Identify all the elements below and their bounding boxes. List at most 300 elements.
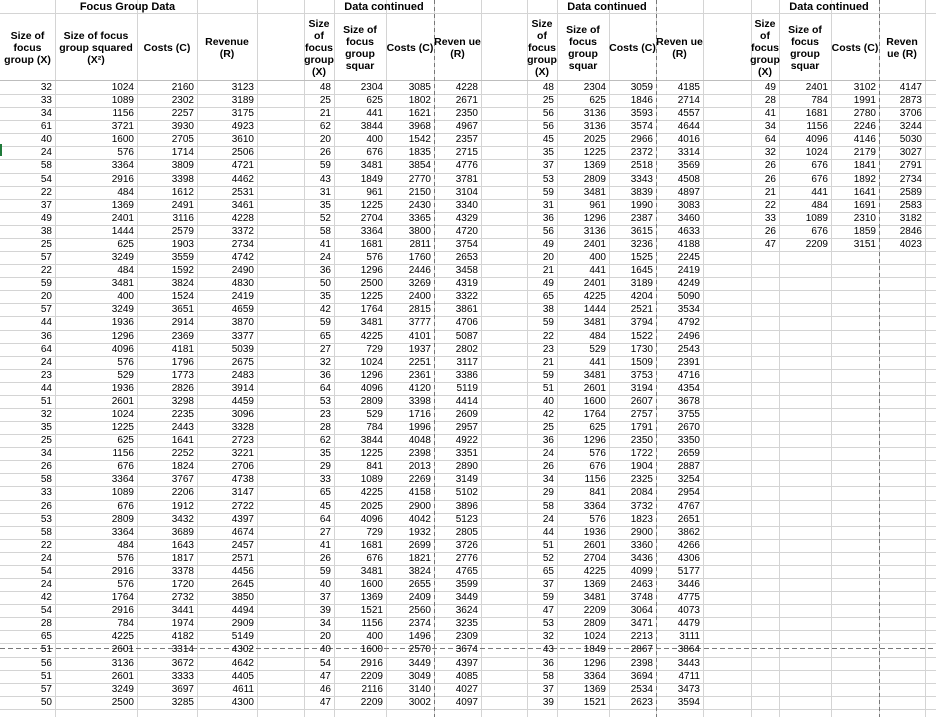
table-cell[interactable]: 4101 xyxy=(408,330,431,342)
table-cell[interactable]: 4738 xyxy=(231,474,254,486)
table-cell[interactable]: 2914 xyxy=(171,317,194,329)
table-cell[interactable]: 52 xyxy=(542,552,554,564)
table-cell[interactable]: 24 xyxy=(40,552,52,564)
table-cell[interactable]: 4225 xyxy=(583,291,606,303)
table-cell[interactable]: 3569 xyxy=(677,160,700,172)
table-cell[interactable]: 2815 xyxy=(408,304,431,316)
table-cell[interactable]: 784 xyxy=(117,618,134,630)
table-cell[interactable]: 3460 xyxy=(677,212,700,224)
table-cell[interactable]: 32 xyxy=(542,631,554,643)
table-cell[interactable]: 3249 xyxy=(111,683,134,695)
table-cell[interactable]: 3854 xyxy=(408,160,431,172)
table-cell[interactable]: 2350 xyxy=(455,108,478,120)
table-cell[interactable]: 4721 xyxy=(231,160,254,172)
table-cell[interactable]: 484 xyxy=(589,330,606,342)
table-cell[interactable]: 4642 xyxy=(231,657,254,669)
table-cell[interactable]: 44 xyxy=(542,526,554,538)
table-cell[interactable]: 54 xyxy=(40,605,52,617)
table-cell[interactable]: 2357 xyxy=(455,134,478,146)
table-cell[interactable]: 48 xyxy=(542,82,554,93)
table-cell[interactable]: 36 xyxy=(542,212,554,224)
table-cell[interactable]: 2409 xyxy=(408,592,431,604)
table-cell[interactable]: 3794 xyxy=(630,317,653,329)
table-cell[interactable]: 3151 xyxy=(853,238,876,250)
table-cell[interactable]: 58 xyxy=(40,160,52,172)
table-cell[interactable]: 3651 xyxy=(171,304,194,316)
table-cell[interactable]: 37 xyxy=(40,199,52,211)
table-cell[interactable]: 1296 xyxy=(583,212,606,224)
table-cell[interactable]: 3432 xyxy=(171,513,194,525)
table-cell[interactable]: 1225 xyxy=(360,199,383,211)
revenue-header[interactable]: Reven ue (R) xyxy=(434,36,481,60)
table-cell[interactable]: 3386 xyxy=(455,369,478,381)
table-cell[interactable]: 5030 xyxy=(899,134,922,146)
table-cell[interactable]: 3624 xyxy=(455,605,478,617)
table-cell[interactable]: 4479 xyxy=(677,618,700,630)
table-cell[interactable]: 3461 xyxy=(231,199,254,211)
table-cell[interactable]: 2350 xyxy=(630,435,653,447)
table-cell[interactable]: 2013 xyxy=(408,461,431,473)
table-cell[interactable]: 1156 xyxy=(112,108,134,120)
table-cell[interactable]: 2706 xyxy=(231,461,254,473)
table-cell[interactable]: 52 xyxy=(319,212,331,224)
table-cell[interactable]: 2671 xyxy=(455,95,478,107)
table-cell[interactable]: 484 xyxy=(117,539,134,551)
table-cell[interactable]: 2179 xyxy=(853,147,876,159)
table-cell[interactable]: 2534 xyxy=(630,683,653,695)
table-cell[interactable]: 3593 xyxy=(630,108,653,120)
table-cell[interactable]: 24 xyxy=(542,448,554,460)
table-cell[interactable]: 51 xyxy=(40,670,52,682)
table-cell[interactable]: 1496 xyxy=(408,631,431,643)
table-cell[interactable]: 26 xyxy=(40,500,52,512)
table-cell[interactable]: 35 xyxy=(542,147,554,159)
table-cell[interactable]: 2601 xyxy=(111,644,134,656)
table-cell[interactable]: 2805 xyxy=(455,526,478,538)
table-cell[interactable]: 56 xyxy=(40,657,52,669)
table-cell[interactable]: 25 xyxy=(40,238,52,250)
table-cell[interactable]: 4720 xyxy=(455,225,478,237)
table-cell[interactable]: 64 xyxy=(319,382,331,394)
table-cell[interactable]: 2457 xyxy=(231,539,254,551)
table-cell[interactable]: 1990 xyxy=(630,199,653,211)
table-cell[interactable]: 5087 xyxy=(455,330,478,342)
table-cell[interactable]: 3285 xyxy=(171,696,194,708)
table-cell[interactable]: 35 xyxy=(319,291,331,303)
table-cell[interactable]: 58 xyxy=(542,670,554,682)
table-cell[interactable]: 576 xyxy=(117,147,134,159)
table-cell[interactable]: 2714 xyxy=(677,95,700,107)
table-cell[interactable]: 676 xyxy=(589,461,606,473)
table-cell[interactable]: 3824 xyxy=(408,565,431,577)
table-cell[interactable]: 4767 xyxy=(677,500,700,512)
table-cell[interactable]: 3175 xyxy=(231,108,254,120)
table-cell[interactable]: 29 xyxy=(319,461,331,473)
table-cell[interactable]: 961 xyxy=(589,199,606,211)
table-cell[interactable]: 1991 xyxy=(853,95,876,107)
table-cell[interactable]: 4397 xyxy=(455,657,478,669)
table-cell[interactable]: 24 xyxy=(40,579,52,591)
table-cell[interactable]: 3136 xyxy=(583,108,606,120)
table-cell[interactable]: 49 xyxy=(542,278,554,290)
table-cell[interactable]: 4494 xyxy=(231,605,254,617)
size-header[interactable]: Size of focus group (X) xyxy=(527,18,557,78)
revenue-header[interactable]: Reven ue (R) xyxy=(886,36,918,60)
table-cell[interactable]: 4456 xyxy=(231,565,254,577)
table-cell[interactable]: 3481 xyxy=(583,186,606,198)
table-cell[interactable]: 4716 xyxy=(677,369,700,381)
table-cell[interactable]: 4120 xyxy=(408,382,431,394)
table-cell[interactable]: 3340 xyxy=(455,199,478,211)
table-cell[interactable]: 2916 xyxy=(111,605,134,617)
table-cell[interactable]: 3136 xyxy=(583,225,606,237)
table-cell[interactable]: 676 xyxy=(811,225,828,237)
table-cell[interactable]: 3136 xyxy=(583,121,606,133)
table-cell[interactable]: 3732 xyxy=(630,500,653,512)
table-cell[interactable]: 2209 xyxy=(583,605,606,617)
table-cell[interactable]: 37 xyxy=(542,683,554,695)
table-cell[interactable]: 1796 xyxy=(171,356,194,368)
table-cell[interactable]: 4204 xyxy=(630,291,653,303)
table-cell[interactable]: 4225 xyxy=(111,631,134,643)
table-cell[interactable]: 59 xyxy=(542,186,554,198)
table-cell[interactable]: 3481 xyxy=(360,160,383,172)
table-cell[interactable]: 3377 xyxy=(231,330,254,342)
table-cell[interactable]: 4185 xyxy=(677,82,700,93)
table-cell[interactable]: 2213 xyxy=(630,631,653,643)
table-cell[interactable]: 20 xyxy=(40,291,52,303)
table-cell[interactable]: 3706 xyxy=(899,108,922,120)
table-cell[interactable]: 1932 xyxy=(408,526,431,538)
table-cell[interactable]: 2025 xyxy=(583,134,606,146)
table-cell[interactable]: 24 xyxy=(319,252,331,264)
table-cell[interactable]: 2446 xyxy=(408,265,431,277)
table-cell[interactable]: 3364 xyxy=(583,500,606,512)
table-cell[interactable]: 3844 xyxy=(360,121,383,133)
table-cell[interactable]: 25 xyxy=(542,422,554,434)
table-cell[interactable]: 47 xyxy=(542,605,554,617)
table-cell[interactable]: 3721 xyxy=(111,121,134,133)
table-cell[interactable]: 1225 xyxy=(360,448,383,460)
table-cell[interactable]: 25 xyxy=(542,95,554,107)
table-cell[interactable]: 54 xyxy=(319,657,331,669)
table-cell[interactable]: 2890 xyxy=(455,461,478,473)
table-cell[interactable]: 5102 xyxy=(455,487,478,499)
table-cell[interactable]: 2734 xyxy=(231,238,254,250)
table-cell[interactable]: 2623 xyxy=(630,696,653,708)
table-cell[interactable]: 676 xyxy=(117,500,134,512)
table-cell[interactable]: 62 xyxy=(319,121,331,133)
table-cell[interactable]: 2206 xyxy=(171,487,194,499)
table-cell[interactable]: 44 xyxy=(40,317,52,329)
table-cell[interactable]: 2802 xyxy=(455,343,478,355)
table-cell[interactable]: 1904 xyxy=(630,461,653,473)
size-header[interactable]: Size of focus group (X) xyxy=(304,18,334,78)
table-cell[interactable]: 625 xyxy=(589,422,606,434)
table-cell[interactable]: 27 xyxy=(319,526,331,538)
table-cell[interactable]: 34 xyxy=(542,474,554,486)
table-cell[interactable]: 56 xyxy=(542,108,554,120)
table-cell[interactable]: 1720 xyxy=(171,579,194,591)
table-cell[interactable]: 3096 xyxy=(231,409,254,420)
table-cell[interactable]: 4674 xyxy=(231,526,254,538)
table-cell[interactable]: 729 xyxy=(366,343,383,355)
table-cell[interactable]: 3378 xyxy=(171,565,194,577)
table-cell[interactable]: 2374 xyxy=(408,618,431,630)
table-cell[interactable]: 42 xyxy=(542,409,554,420)
table-cell[interactable]: 1823 xyxy=(630,513,653,525)
table-cell[interactable]: 2025 xyxy=(360,500,383,512)
table-cell[interactable]: 2653 xyxy=(455,252,478,264)
table-cell[interactable]: 3351 xyxy=(455,448,478,460)
table-cell[interactable]: 4181 xyxy=(171,343,194,355)
table-cell[interactable]: 1156 xyxy=(112,448,134,460)
table-cell[interactable]: 4048 xyxy=(408,435,431,447)
table-cell[interactable]: 3398 xyxy=(171,173,194,185)
table-cell[interactable]: 2811 xyxy=(409,238,431,250)
table-cell[interactable]: 1444 xyxy=(583,304,606,316)
table-cell[interactable]: 1643 xyxy=(171,539,194,551)
table-cell[interactable]: 51 xyxy=(542,382,554,394)
table-cell[interactable]: 59 xyxy=(319,160,331,172)
table-cell[interactable]: 50 xyxy=(319,278,331,290)
table-cell[interactable]: 3189 xyxy=(630,278,653,290)
table-cell[interactable]: 20 xyxy=(319,631,331,643)
table-cell[interactable]: 2398 xyxy=(630,657,653,669)
table-cell[interactable]: 1525 xyxy=(630,252,653,264)
table-cell[interactable]: 57 xyxy=(40,683,52,695)
table-cell[interactable]: 40 xyxy=(319,644,331,656)
size-squared-header[interactable]: Size of focus group squared (X²) xyxy=(59,30,133,66)
table-cell[interactable]: 4508 xyxy=(677,173,700,185)
table-cell[interactable]: 2361 xyxy=(408,369,431,381)
table-cell[interactable]: 4225 xyxy=(583,565,606,577)
table-cell[interactable]: 2809 xyxy=(583,618,606,630)
table-cell[interactable]: 2715 xyxy=(455,147,478,159)
table-cell[interactable]: 26 xyxy=(764,225,776,237)
table-cell[interactable]: 4016 xyxy=(677,134,700,146)
table-cell[interactable]: 2084 xyxy=(630,487,653,499)
table-cell[interactable]: 2419 xyxy=(677,265,700,277)
table-cell[interactable]: 3235 xyxy=(455,618,478,630)
table-cell[interactable]: 2209 xyxy=(360,670,383,682)
table-cell[interactable]: 3689 xyxy=(171,526,194,538)
table-cell[interactable]: 2645 xyxy=(231,579,254,591)
table-cell[interactable]: 3471 xyxy=(630,618,653,630)
table-cell[interactable]: 49 xyxy=(40,212,52,224)
table-cell[interactable]: 51 xyxy=(542,539,554,551)
table-cell[interactable]: 3844 xyxy=(360,435,383,447)
table-cell[interactable]: 4397 xyxy=(231,513,254,525)
table-cell[interactable]: 4792 xyxy=(677,317,700,329)
table-cell[interactable]: 2500 xyxy=(360,278,383,290)
table-cell[interactable]: 1764 xyxy=(111,592,134,604)
table-cell[interactable]: 2757 xyxy=(630,409,653,420)
table-cell[interactable]: 3194 xyxy=(630,382,653,394)
table-cell[interactable]: 484 xyxy=(117,265,134,277)
table-cell[interactable]: 1225 xyxy=(360,291,383,303)
table-cell[interactable]: 2506 xyxy=(231,147,254,159)
table-cell[interactable]: 2570 xyxy=(408,644,431,656)
table-cell[interactable]: 4097 xyxy=(455,696,478,708)
table-cell[interactable]: 41 xyxy=(764,108,776,120)
table-cell[interactable]: 2887 xyxy=(677,461,700,473)
table-cell[interactable]: 38 xyxy=(542,304,554,316)
table-cell[interactable]: 50 xyxy=(40,696,52,708)
table-cell[interactable]: 24 xyxy=(40,147,52,159)
table-cell[interactable]: 3481 xyxy=(583,317,606,329)
table-cell[interactable]: 1936 xyxy=(583,526,606,538)
table-cell[interactable]: 3149 xyxy=(455,474,478,486)
table-cell[interactable]: 65 xyxy=(40,631,52,643)
table-cell[interactable]: 1296 xyxy=(360,265,383,277)
table-cell[interactable]: 2704 xyxy=(360,212,383,224)
table-cell[interactable]: 5177 xyxy=(677,565,700,577)
table-cell[interactable]: 2723 xyxy=(231,435,254,447)
table-cell[interactable]: 44 xyxy=(40,382,52,394)
table-cell[interactable]: 3117 xyxy=(456,356,478,368)
table-cell[interactable]: 5119 xyxy=(456,382,478,394)
table-cell[interactable]: 1974 xyxy=(171,618,194,630)
table-cell[interactable]: 4354 xyxy=(677,382,700,394)
table-cell[interactable]: 4300 xyxy=(231,696,254,708)
table-cell[interactable]: 33 xyxy=(40,487,52,499)
table-cell[interactable]: 2776 xyxy=(455,552,478,564)
table-cell[interactable]: 1225 xyxy=(111,422,134,434)
table-cell[interactable]: 35 xyxy=(319,199,331,211)
table-cell[interactable]: 841 xyxy=(366,461,383,473)
table-cell[interactable]: 2609 xyxy=(455,409,478,420)
table-cell[interactable]: 65 xyxy=(542,291,554,303)
table-cell[interactable]: 2309 xyxy=(455,631,478,643)
table-cell[interactable]: 3534 xyxy=(677,304,700,316)
table-cell[interactable]: 2251 xyxy=(408,356,431,368)
table-cell[interactable]: 3809 xyxy=(171,160,194,172)
table-cell[interactable]: 37 xyxy=(319,592,331,604)
table-cell[interactable]: 5123 xyxy=(455,513,478,525)
table-cell[interactable]: 3968 xyxy=(408,121,431,133)
table-cell[interactable]: 35 xyxy=(40,422,52,434)
table-cell[interactable]: 1841 xyxy=(853,160,876,172)
table-cell[interactable]: 3236 xyxy=(630,238,653,250)
table-cell[interactable]: 25 xyxy=(40,435,52,447)
table-cell[interactable]: 28 xyxy=(40,618,52,630)
table-cell[interactable]: 1714 xyxy=(171,147,194,159)
table-cell[interactable]: 3364 xyxy=(360,225,383,237)
table-cell[interactable]: 57 xyxy=(40,252,52,264)
table-cell[interactable]: 59 xyxy=(319,317,331,329)
table-cell[interactable]: 1024 xyxy=(111,409,134,420)
revenue-header[interactable]: Revenue (R) xyxy=(205,36,249,60)
table-cell[interactable]: 2257 xyxy=(171,108,194,120)
table-cell[interactable]: 4228 xyxy=(231,212,254,224)
table-cell[interactable]: 676 xyxy=(366,147,383,159)
table-cell[interactable]: 22 xyxy=(764,199,776,211)
table-cell[interactable]: 2601 xyxy=(583,539,606,551)
table-cell[interactable]: 2873 xyxy=(899,95,922,107)
table-cell[interactable]: 3360 xyxy=(630,539,653,551)
table-cell[interactable]: 400 xyxy=(589,252,606,264)
table-cell[interactable]: 2310 xyxy=(853,212,876,224)
table-cell[interactable]: 2560 xyxy=(408,605,431,617)
table-cell[interactable]: 2490 xyxy=(231,265,254,277)
table-cell[interactable]: 4027 xyxy=(455,683,478,695)
table-cell[interactable]: 1024 xyxy=(360,356,383,368)
table-cell[interactable]: 4099 xyxy=(630,565,653,577)
table-cell[interactable]: 2791 xyxy=(899,160,922,172)
table-cell[interactable]: 4319 xyxy=(455,278,478,290)
table-cell[interactable]: 1760 xyxy=(408,252,431,264)
size-squared-header[interactable]: Size of focus group squar xyxy=(343,24,377,72)
table-cell[interactable]: 3269 xyxy=(408,278,431,290)
table-cell[interactable]: 3777 xyxy=(408,317,431,329)
table-cell[interactable]: 676 xyxy=(811,160,828,172)
table-cell[interactable]: 3249 xyxy=(111,304,134,316)
table-cell[interactable]: 59 xyxy=(542,592,554,604)
table-cell[interactable]: 2518 xyxy=(630,160,653,172)
table-cell[interactable]: 4096 xyxy=(360,382,383,394)
table-cell[interactable]: 1903 xyxy=(171,238,194,250)
size-squared-header[interactable]: Size of focus group squar xyxy=(566,24,600,72)
table-cell[interactable]: 1641 xyxy=(853,186,876,198)
table-cell[interactable]: 2651 xyxy=(677,513,700,525)
table-cell[interactable]: 65 xyxy=(319,487,331,499)
table-cell[interactable]: 2571 xyxy=(231,552,254,564)
table-cell[interactable]: 2543 xyxy=(677,343,700,355)
table-cell[interactable]: 56 xyxy=(542,225,554,237)
table-cell[interactable]: 64 xyxy=(40,343,52,355)
table-cell[interactable]: 1156 xyxy=(806,121,828,133)
table-cell[interactable]: 625 xyxy=(589,95,606,107)
table-cell[interactable]: 3049 xyxy=(408,670,431,682)
table-cell[interactable]: 45 xyxy=(542,134,554,146)
table-cell[interactable]: 4775 xyxy=(677,592,700,604)
table-cell[interactable]: 1369 xyxy=(583,160,606,172)
table-cell[interactable]: 4897 xyxy=(677,186,700,198)
table-cell[interactable]: 2809 xyxy=(360,395,383,407)
table-cell[interactable]: 441 xyxy=(811,186,828,198)
table-cell[interactable]: 39 xyxy=(319,605,331,617)
table-cell[interactable]: 3064 xyxy=(630,605,653,617)
table-cell[interactable]: 56 xyxy=(542,121,554,133)
table-cell[interactable]: 2483 xyxy=(231,369,254,381)
table-cell[interactable]: 3343 xyxy=(630,173,653,185)
table-cell[interactable]: 3481 xyxy=(360,565,383,577)
table-cell[interactable]: 1691 xyxy=(853,199,876,211)
table-cell[interactable]: 3298 xyxy=(171,395,194,407)
table-cell[interactable]: 3364 xyxy=(111,526,134,538)
table-cell[interactable]: 1859 xyxy=(853,225,876,237)
table-cell[interactable]: 1369 xyxy=(360,592,383,604)
table-cell[interactable]: 2826 xyxy=(171,382,194,394)
table-cell[interactable]: 676 xyxy=(366,552,383,564)
table-cell[interactable]: 2150 xyxy=(408,186,431,198)
table-cell[interactable]: 1600 xyxy=(111,134,134,146)
table-cell[interactable]: 23 xyxy=(319,409,331,420)
table-cell[interactable]: 21 xyxy=(764,186,776,198)
table-cell[interactable]: 2734 xyxy=(899,173,922,185)
revenue-header[interactable]: Reven ue (R) xyxy=(656,36,703,60)
table-cell[interactable]: 4462 xyxy=(231,173,254,185)
table-cell[interactable]: 58 xyxy=(40,474,52,486)
table-cell[interactable]: 3398 xyxy=(408,395,431,407)
table-cell[interactable]: 2391 xyxy=(677,356,700,368)
table-cell[interactable]: 3328 xyxy=(231,422,254,434)
table-cell[interactable]: 1024 xyxy=(583,631,606,643)
table-cell[interactable]: 1824 xyxy=(171,461,194,473)
table-cell[interactable]: 59 xyxy=(319,565,331,577)
table-cell[interactable]: 1849 xyxy=(360,173,383,185)
